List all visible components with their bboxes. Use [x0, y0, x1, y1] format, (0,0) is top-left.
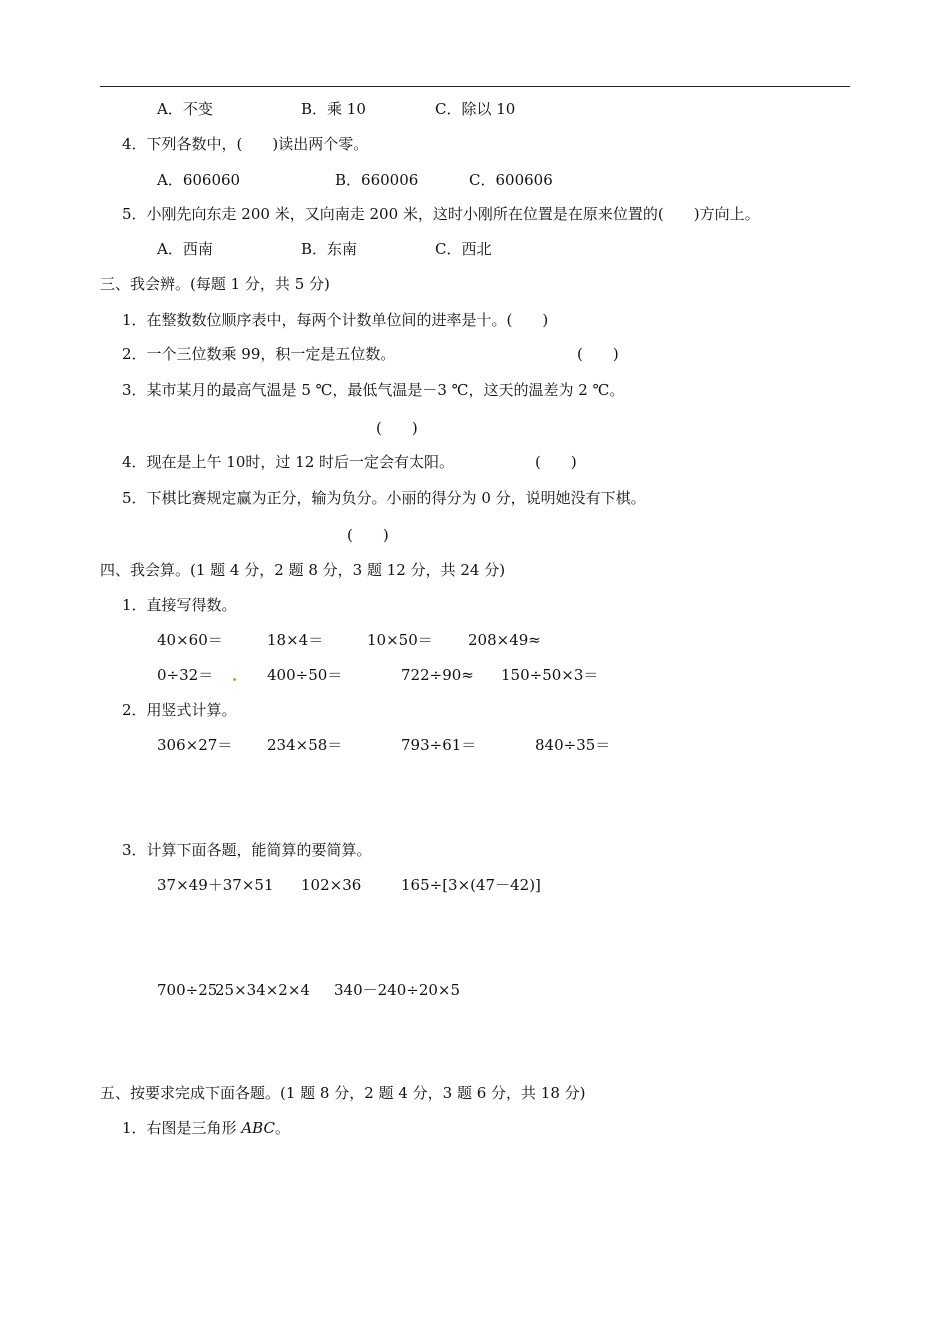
oral-calc-item: 10×50＝ — [367, 631, 433, 649]
section3-item-2: 2．一个三位数乘 99，积一定是五位数。 — [122, 345, 396, 363]
q4-option-b: B．660006 — [335, 171, 419, 189]
oral-calc-item: 40×60＝ — [157, 631, 223, 649]
oral-calc-item: 400÷50＝ — [267, 666, 343, 684]
q4-option-c: C．600606 — [469, 171, 553, 189]
answer-blank: ( ) — [347, 526, 389, 544]
oral-calc-item: 208×49≈ — [468, 631, 541, 649]
section4-sub1: 1．直接写得数。 — [122, 596, 237, 614]
section4-sub2: 2．用竖式计算。 — [122, 701, 237, 719]
oral-calc-item: 0÷32＝ — [157, 666, 214, 684]
oral-calc-item: 18×4＝ — [267, 631, 324, 649]
section5-heading: 五、按要求完成下面各题。(1 题 8 分，2 题 4 分，3 题 6 分，共 18 分) — [100, 1084, 586, 1102]
vertical-calc-item: 234×58＝ — [267, 736, 343, 754]
q3-option-b: B．乘 10 — [301, 100, 366, 118]
oral-calc-item: 150÷50×3＝ — [501, 666, 599, 684]
simplify-calc-item: 340－240÷20×5 — [334, 981, 461, 999]
simplify-calc-item: 25×34×2×4 — [215, 981, 310, 999]
simplify-calc-item: 102×36 — [301, 876, 362, 894]
simplify-calc-item: 700÷25 — [157, 981, 218, 999]
section3-item-1: 1．在整数数位顺序表中，每两个计数单位间的进率是十。( ) — [122, 311, 549, 329]
q5-option-c: C．西北 — [435, 240, 492, 258]
q3-option-c: C．除以 10 — [435, 100, 516, 118]
q5-option-b: B．东南 — [301, 240, 358, 258]
section3-heading: 三、我会辨。(每题 1 分，共 5 分) — [100, 275, 330, 293]
header-rule — [100, 86, 850, 87]
vertical-calc-item: 840÷35＝ — [535, 736, 611, 754]
q4-option-a: A．606060 — [157, 171, 241, 189]
vertical-calc-item: 793÷61＝ — [401, 736, 477, 754]
answer-blank: ( ) — [535, 453, 577, 471]
section3-item-3: 3．某市某月的最高气温是 5 ℃，最低气温是－3 ℃，这天的温差为 2 ℃。 — [122, 381, 625, 399]
q5-option-a: A．西南 — [157, 240, 213, 258]
triangle-name: ABC — [241, 1119, 275, 1137]
section3-item-4: 4．现在是上午 10时，过 12 时后一定会有太阳。 — [122, 453, 455, 471]
simplify-calc-item: 165÷[3×(47－42)] — [401, 876, 541, 894]
q3-option-a: A．不变 — [157, 100, 213, 118]
q4-stem: 4．下列各数中，( )读出两个零。 — [122, 135, 369, 153]
simplify-calc-item: 37×49＋37×51 — [157, 876, 274, 894]
vertical-calc-item: 306×27＝ — [157, 736, 233, 754]
stray-mark — [233, 678, 236, 681]
section3-item-5: 5．下棋比赛规定赢为正分，输为负分。小丽的得分为 0 分，说明她没有下棋。 — [122, 489, 646, 507]
section5-item-1: 1．右图是三角形 ABC。 — [122, 1119, 290, 1137]
section4-sub3: 3．计算下面各题，能简算的要简算。 — [122, 841, 372, 859]
answer-blank: ( ) — [577, 345, 619, 363]
answer-blank: ( ) — [376, 419, 418, 437]
q5-stem: 5．小刚先向东走 200 米，又向南走 200 米，这时小刚所在位置是在原来位置的( )方向上。 — [122, 205, 760, 223]
oral-calc-item: 722÷90≈ — [401, 666, 474, 684]
section4-heading: 四、我会算。(1 题 4 分，2 题 8 分，3 题 12 分，共 24 分) — [100, 561, 506, 579]
